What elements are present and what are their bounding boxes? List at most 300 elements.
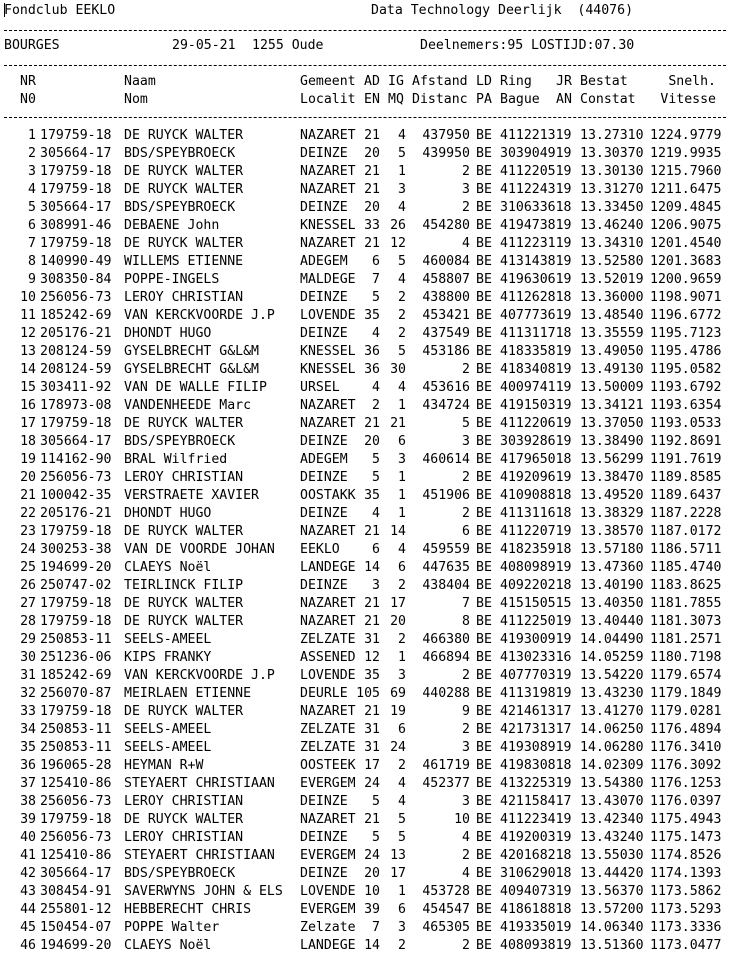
cell-nr: 35 [20,740,36,755]
cell-name: DE RUYCK WALTER [124,524,244,539]
cell-dist: 4 [462,830,470,845]
cell-ring: 408098919 [500,560,572,575]
cell-ring: 411262818 [500,290,572,305]
cell-ring: 411225019 [500,614,572,629]
cell-speed: 1175.1473 [650,830,722,845]
cell-ld: BE [476,488,492,503]
cell-nr: 39 [20,812,36,827]
cell-lic: 251236-06 [40,650,112,665]
cell-ig: 2 [398,578,406,593]
cell-time: 13.40350 [580,596,644,611]
col-year: JR AN [556,74,572,107]
table-row [0,451,730,469]
table-row [0,487,730,505]
cell-name: WILLEMS ETIENNE [124,254,244,269]
cell-ad: 5 [372,290,380,305]
cell-dist: 466380 [422,632,470,647]
cell-ad: 12 [364,650,380,665]
cell-name: LEROY CHRISTIAN [124,290,244,305]
cell-name: LEROY CHRISTIAN [124,830,244,845]
cell-lic: 179759-18 [40,704,112,719]
cell-name: BDS/SPEYBROECK [124,866,236,881]
cell-name: DE RUYCK WALTER [124,182,244,197]
cell-name: GYSELBRECHT G&L&M [124,362,259,377]
cell-nr: 7 [28,236,36,251]
cell-ad: 21 [364,524,380,539]
cell-name: DE RUYCK WALTER [124,614,244,629]
cell-lic: 208124-59 [40,344,112,359]
race-date: 29-05-21 [172,38,236,53]
table-row [0,163,730,181]
cell-ld: BE [476,830,492,845]
cell-ig: 17 [390,866,406,881]
table-row [0,235,730,253]
cell-ig: 3 [398,668,406,683]
cell-dist: 2 [462,722,470,737]
col-ring: Ring Bague [500,74,540,107]
cell-ig: 5 [398,146,406,161]
cell-time: 14.05259 [580,650,644,665]
cell-lic: 179759-18 [40,416,112,431]
cell-nr: 30 [20,650,36,665]
cell-ld: BE [476,848,492,863]
col-land: LD PA [476,74,492,107]
club-title: Fondclub EEKLO [4,3,116,18]
cell-ad: 4 [372,506,380,521]
cell-ld: BE [476,218,492,233]
cell-ld: BE [476,308,492,323]
cell-ring: 419300919 [500,632,572,647]
cell-time: 13.43070 [580,794,644,809]
cell-ad: 21 [364,128,380,143]
cell-speed: 1179.0281 [650,704,722,719]
cell-town: ZELZATE [300,632,356,647]
cell-lic: 178973-08 [40,398,112,413]
cell-town: EVERGEM [300,776,356,791]
cell-speed: 1189.6437 [650,488,722,503]
cell-ring: 409220218 [500,578,572,593]
cell-town: NAZARET [300,236,356,251]
cell-lic: 250747-02 [40,578,112,593]
cell-ig: 30 [390,362,406,377]
cell-town: OOSTEEK [300,758,356,773]
cell-dist: 453421 [422,308,470,323]
cell-town: ADEGEM [300,254,348,269]
cell-speed: 1201.3683 [650,254,722,269]
cell-town: URSEL [300,380,340,395]
cell-time: 13.51360 [580,938,644,953]
cell-ring: 411220519 [500,164,572,179]
cell-ig: 2 [398,308,406,323]
cell-ad: 5 [372,452,380,467]
cell-ad: 5 [372,794,380,809]
cell-town: ZELZATE [300,722,356,737]
cell-ad: 21 [364,236,380,251]
cell-lic: 114162-90 [40,452,112,467]
cell-ring: 418335819 [500,344,572,359]
cell-ld: BE [476,416,492,431]
cell-ad: 21 [364,704,380,719]
table-row [0,595,730,613]
cell-lic: 196065-28 [40,758,112,773]
table-row [0,469,730,487]
cell-town: NAZARET [300,596,356,611]
cell-ad: 2 [372,398,380,413]
cell-ring: 419200319 [500,830,572,845]
cell-speed: 1201.4540 [650,236,722,251]
cell-town: KNESSEL [300,362,356,377]
cell-dist: 466894 [422,650,470,665]
cell-time: 14.02309 [580,758,644,773]
table-row [0,919,730,937]
cell-speed: 1173.5862 [650,884,722,899]
cell-ad: 35 [364,488,380,503]
cell-nr: 19 [20,452,36,467]
cell-name: BDS/SPEYBROECK [124,434,236,449]
cell-ring: 411319819 [500,686,572,701]
cell-ad: 5 [372,470,380,485]
table-row [0,901,730,919]
cell-ig: 6 [398,902,406,917]
cell-lic: 308454-91 [40,884,112,899]
cell-speed: 1173.0477 [650,938,722,953]
cell-name: BDS/SPEYBROECK [124,200,236,215]
cell-town: NAZARET [300,164,356,179]
cell-dist: 438800 [422,290,470,305]
cell-name: DE RUYCK WALTER [124,812,244,827]
cell-lic: 179759-18 [40,812,112,827]
cell-dist: 3 [462,740,470,755]
cell-lic: 305664-17 [40,434,112,449]
cell-speed: 1181.2571 [650,632,722,647]
cell-ring: 410908818 [500,488,572,503]
cell-nr: 1 [28,128,36,143]
col-ad: AD EN [364,74,380,107]
cell-ld: BE [476,470,492,485]
cell-speed: 1192.8691 [650,434,722,449]
cell-nr: 5 [28,200,36,215]
cell-lic: 250853-11 [40,722,112,737]
cell-nr: 2 [28,146,36,161]
cell-ad: 21 [364,416,380,431]
cell-dist: 434724 [422,398,470,413]
cell-name: KIPS FRANKY [124,650,212,665]
table-row [0,775,730,793]
table-row [0,433,730,451]
cell-name: VAN KERCKVOORDE J.P [124,308,275,323]
cell-ig: 6 [398,560,406,575]
cell-ring: 419630619 [500,272,572,287]
cell-ring: 421158417 [500,794,572,809]
cell-name: DHONDT HUGO [124,326,212,341]
cell-speed: 1209.4845 [650,200,722,215]
cell-name: DE RUYCK WALTER [124,416,244,431]
cell-ring: 303928619 [500,434,572,449]
cell-time: 13.30370 [580,146,644,161]
cell-dist: 3 [462,434,470,449]
cell-name: DEBAENE John [124,218,220,233]
cell-dist: 451906 [422,488,470,503]
cell-town: ZELZATE [300,740,356,755]
cell-time: 13.49050 [580,344,644,359]
cell-town: LOVENDE [300,884,356,899]
cell-speed: 1183.8625 [650,578,722,593]
cell-dist: 453186 [422,344,470,359]
cell-lic: 150454-07 [40,920,112,935]
cell-ld: BE [476,362,492,377]
cell-speed: 1187.0172 [650,524,722,539]
cell-ig: 24 [390,740,406,755]
cell-ld: BE [476,866,492,881]
cell-ig: 3 [398,182,406,197]
cell-ld: BE [476,650,492,665]
cell-ig: 1 [398,488,406,503]
cell-nr: 46 [20,938,36,953]
cell-lic: 205176-21 [40,506,112,521]
cell-ig: 5 [398,830,406,845]
cell-name: MEIRLAEN ETIENNE [124,686,252,701]
cell-time: 13.40190 [580,578,644,593]
cell-name: POPPE-INGELS [124,272,220,287]
cell-lic: 179759-18 [40,596,112,611]
cell-town: DEINZE [300,326,348,341]
cell-ad: 7 [372,272,380,287]
cell-name: DE RUYCK WALTER [124,236,244,251]
cell-lic: 208124-59 [40,362,112,377]
cell-town: EVERGEM [300,848,356,863]
cell-ld: BE [476,776,492,791]
cell-ig: 12 [390,236,406,251]
table-row [0,325,730,343]
cell-lic: 185242-69 [40,308,112,323]
cell-nr: 42 [20,866,36,881]
cell-ring: 421461317 [500,704,572,719]
cell-name: VAN DE VOORDE JOHAN [124,542,275,557]
cell-time: 13.43230 [580,686,644,701]
cell-town: DEINZE [300,434,348,449]
cell-town: Zelzate [300,920,356,935]
cell-ld: BE [476,740,492,755]
cell-town: NAZARET [300,398,356,413]
cell-lic: 100042-35 [40,488,112,503]
cell-ld: BE [476,524,492,539]
cell-ld: BE [476,578,492,593]
cell-town: LOVENDE [300,668,356,683]
cell-ad: 20 [364,146,380,161]
cell-ld: BE [476,290,492,305]
col-clocked: Bestat Constat [580,74,636,107]
cell-name: LEROY CHRISTIAN [124,470,244,485]
cell-ig: 4 [398,542,406,557]
cell-time: 13.50009 [580,380,644,395]
cell-nr: 36 [20,758,36,773]
table-row [0,541,730,559]
cell-town: OOSTAKK [300,488,356,503]
cell-ad: 35 [364,308,380,323]
cell-name: SAVERWYNS JOHN & ELS [124,884,283,899]
cell-speed: 1211.6475 [650,182,722,197]
cell-lic: 256056-73 [40,290,112,305]
cell-ld: BE [476,452,492,467]
cell-time: 13.57200 [580,902,644,917]
cell-town: LANDEGE [300,560,356,575]
cell-town: DEINZE [300,830,348,845]
cell-nr: 29 [20,632,36,647]
cell-time: 13.43240 [580,830,644,845]
cell-ring: 419335019 [500,920,572,935]
cell-ld: BE [476,902,492,917]
cell-ring: 411223119 [500,236,572,251]
cell-town: EVERGEM [300,902,356,917]
cell-time: 13.35559 [580,326,644,341]
cell-town: DEINZE [300,470,348,485]
cell-ig: 5 [398,344,406,359]
cell-ring: 411311618 [500,506,572,521]
cell-lic: 140990-49 [40,254,112,269]
cell-nr: 25 [20,560,36,575]
cell-time: 13.44420 [580,866,644,881]
cell-time: 13.38490 [580,434,644,449]
cell-nr: 26 [20,578,36,593]
cell-nr: 41 [20,848,36,863]
table-row [0,631,730,649]
cell-town: DEURLE [300,686,348,701]
cell-nr: 40 [20,830,36,845]
table-row [0,199,730,217]
cell-nr: 13 [20,344,36,359]
cell-ad: 20 [364,200,380,215]
cell-name: HEBBERECHT CHRIS [124,902,252,917]
col-nr: NR N0 [20,74,36,107]
cell-ad: 3 [372,578,380,593]
cell-lic: 250853-11 [40,740,112,755]
cell-speed: 1191.7619 [650,452,722,467]
cell-ig: 2 [398,290,406,305]
cell-ld: BE [476,254,492,269]
cell-ad: 21 [364,812,380,827]
cell-time: 13.49130 [580,362,644,377]
cell-ring: 413023316 [500,650,572,665]
cell-time: 13.37050 [580,416,644,431]
cell-town: LANDEGE [300,938,356,953]
cell-time: 13.54220 [580,668,644,683]
cell-speed: 1181.3073 [650,614,722,629]
cell-ld: BE [476,938,492,953]
table-row [0,613,730,631]
cell-lic: 303411-92 [40,380,112,395]
cell-ig: 4 [398,272,406,287]
cell-dist: 4 [462,236,470,251]
cell-lic: 255801-12 [40,902,112,917]
cell-town: KNESSEL [300,344,356,359]
cell-ring: 415150515 [500,596,572,611]
table-row [0,253,730,271]
cell-dist: 437549 [422,326,470,341]
cell-ring: 310633618 [500,200,572,215]
cell-lic: 194699-20 [40,938,112,953]
cell-ig: 17 [390,596,406,611]
cell-speed: 1195.0582 [650,362,722,377]
cell-ld: BE [476,686,492,701]
table-row [0,937,730,955]
cell-name: CLAEYS Noël [124,560,212,575]
cell-speed: 1176.3092 [650,758,722,773]
cell-ad: 36 [364,362,380,377]
cell-ld: BE [476,128,492,143]
cell-ig: 14 [390,524,406,539]
cell-time: 13.41270 [580,704,644,719]
cell-ld: BE [476,542,492,557]
cell-ig: 26 [390,218,406,233]
cell-nr: 17 [20,416,36,431]
cell-speed: 1187.2228 [650,506,722,521]
cell-ld: BE [476,632,492,647]
cell-ring: 407773619 [500,308,572,323]
cell-nr: 23 [20,524,36,539]
cell-lic: 305664-17 [40,200,112,215]
cell-speed: 1175.4943 [650,812,722,827]
cell-time: 13.36000 [580,290,644,305]
cell-dist: 3 [462,794,470,809]
cell-ad: 7 [372,920,380,935]
publisher: Data Technology Deerlijk (44076) [371,3,634,18]
separator-header-top [4,65,726,66]
cell-nr: 33 [20,704,36,719]
cell-ld: BE [476,236,492,251]
cell-ad: 4 [372,380,380,395]
cell-time: 14.06250 [580,722,644,737]
table-row [0,397,730,415]
cell-town: DEINZE [300,200,348,215]
cell-town: DEINZE [300,794,348,809]
cell-nr: 11 [20,308,36,323]
cell-dist: 453728 [422,884,470,899]
cell-time: 13.38470 [580,470,644,485]
cell-lic: 179759-18 [40,164,112,179]
table-row [0,271,730,289]
cell-lic: 250853-11 [40,632,112,647]
cell-nr: 37 [20,776,36,791]
cell-lic: 256056-73 [40,830,112,845]
cell-ld: BE [476,704,492,719]
cell-time: 13.52019 [580,272,644,287]
cell-ad: 39 [364,902,380,917]
cell-time: 13.30130 [580,164,644,179]
cell-ring: 418340819 [500,362,572,377]
table-row [0,415,730,433]
cell-ring: 411311718 [500,326,572,341]
cell-name: LEROY CHRISTIAN [124,794,244,809]
cell-ad: 10 [364,884,380,899]
cell-name: VERSTRAETE XAVIER [124,488,259,503]
cell-lic: 179759-18 [40,524,112,539]
cell-ad: 4 [372,326,380,341]
cell-ig: 5 [398,812,406,827]
cell-speed: 1185.4740 [650,560,722,575]
cell-dist: 5 [462,416,470,431]
cell-name: SEELS-AMEEL [124,740,212,755]
cell-time: 13.31270 [580,182,644,197]
cell-ring: 413143819 [500,254,572,269]
cell-ad: 20 [364,866,380,881]
cell-ld: BE [476,434,492,449]
cell-dist: 460084 [422,254,470,269]
cell-ad: 20 [364,434,380,449]
cell-time: 13.40440 [580,614,644,629]
cell-speed: 1193.0533 [650,416,722,431]
cell-nr: 16 [20,398,36,413]
cell-lic: 256070-87 [40,686,112,701]
